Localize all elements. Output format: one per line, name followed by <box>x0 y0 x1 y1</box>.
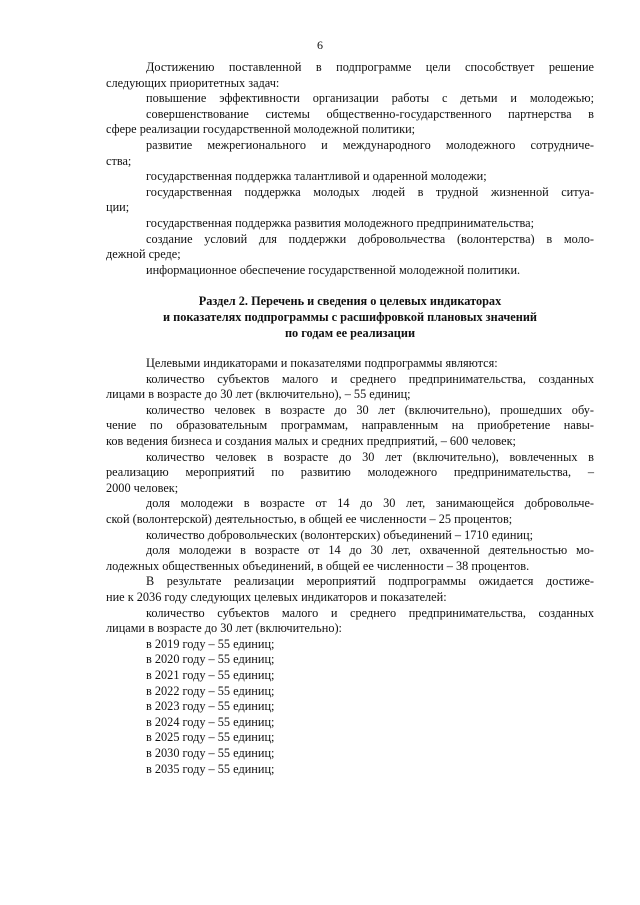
body-line: 2000 человек; <box>106 480 179 495</box>
section-heading-line: Раздел 2. Перечень и сведения о целевых индикаторах <box>198 294 502 309</box>
body-line: ской (волонтерской) деятельностью, в общей ее численности – 25 процентов; <box>106 512 513 527</box>
body-line: количество субъектов малого и среднего предпринимательства, созданных <box>146 605 594 620</box>
document-body <box>106 60 594 777</box>
year-item: в 2030 году – 55 единиц; <box>146 745 275 760</box>
body-line: ние к 2036 году следующих целевых индикаторов и показателей: <box>106 590 447 604</box>
body-line: чение по образовательным программам, направленным на приобретение навы- <box>106 418 594 433</box>
year-item: в 2019 году – 55 единиц; <box>146 636 275 651</box>
intro-lead-line: следующих приоритетных задач: <box>106 75 280 90</box>
intro-lead-line: Достижению поставленной в подпрограмме цели способствует решение <box>146 60 594 74</box>
body-line: количество добровольческих (волонтерских) объединений – 1710 единиц; <box>146 527 534 542</box>
body-line: количество человек в возрасте до 30 лет (включительно), вовлеченных в <box>146 449 594 464</box>
task-line: информационное обеспечение государственной молодежной политики. <box>146 262 521 277</box>
task-line: совершенствование системы общественно-государственного партнерства в <box>146 106 594 121</box>
body-line: лодежных общественных объединений, в общей ее численности – 38 процентов. <box>106 558 530 573</box>
body-line: лицами в возрасте до 30 лет (включительно), – 55 единиц; <box>106 387 411 402</box>
task-line: развитие межрегионального и международного молодежного сотрудниче- <box>146 137 594 152</box>
task-line: сфере реализации государственной молодежной политики; <box>106 122 416 137</box>
task-line: дежной среде; <box>106 247 181 262</box>
task-line: ции; <box>106 200 130 215</box>
section-heading <box>106 294 594 341</box>
page-number: 6 <box>317 38 323 52</box>
section-heading-line: по годам ее реализации <box>284 325 416 340</box>
task-line: создание условий для поддержки добровольчества (волонтерства) в моло- <box>146 231 594 246</box>
year-item: в 2023 году – 55 единиц; <box>146 699 275 714</box>
body-line: количество субъектов малого и среднего предпринимательства, созданных <box>146 371 594 386</box>
body-line: количество человек в возрасте до 30 лет (включительно), прошедших обу- <box>146 402 594 417</box>
body-line: ков ведения бизнеса и создания малых и средних предприятий, – 600 человек; <box>106 434 516 449</box>
body-line: В результате реализации мероприятий подпрограммы ожидается достиже- <box>146 574 594 589</box>
year-item: в 2020 году – 55 единиц; <box>146 652 275 667</box>
body-line: реализацию мероприятий по развитию молодежного предпринимательства, – <box>106 465 594 480</box>
year-item: в 2022 году – 55 единиц; <box>146 683 275 698</box>
body-line: Целевыми индикаторами и показателями подпрограммы являются: <box>146 356 498 371</box>
body-line: доля молодежи в возрасте от 14 до 30 лет, занимающейся добровольче- <box>146 496 594 511</box>
body-line: доля молодежи в возрасте от 14 до 30 лет, охваченной деятельностью мо- <box>146 543 594 558</box>
body-line: лицами в возрасте до 30 лет (включительно): <box>106 621 342 636</box>
task-line: повышение эффективности организации работы с детьми и молодежью; <box>146 91 594 106</box>
year-item: в 2021 году – 55 единиц; <box>146 667 275 682</box>
task-line: государственная поддержка молодых людей в трудной жизненной ситуа- <box>146 184 594 199</box>
year-item: в 2024 году – 55 единиц; <box>146 714 275 729</box>
task-line: государственная поддержка развития молодежного предпринимательства; <box>146 215 535 230</box>
year-item: в 2025 году – 55 единиц; <box>146 730 275 745</box>
section-heading-line: и показателях подпрограммы с расшифровкой плановых значений <box>162 309 537 324</box>
task-line: ства; <box>106 153 132 168</box>
task-line: государственная поддержка талантливой и одаренной молодежи; <box>146 169 487 184</box>
year-item: в 2035 году – 55 единиц; <box>146 761 275 776</box>
